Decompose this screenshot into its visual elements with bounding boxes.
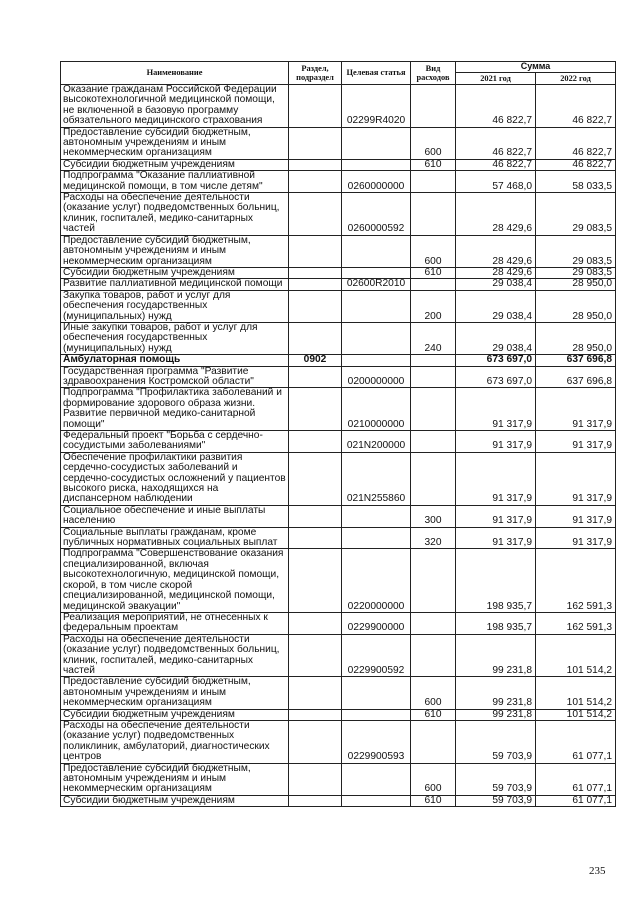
table-row xyxy=(61,279,616,290)
cell-target xyxy=(342,159,411,170)
cell-name: Развитие паллиативной медицинской помощи xyxy=(61,279,289,290)
cell-2021: 46 822,7 xyxy=(456,127,536,159)
cell-2022: 637 696,8 xyxy=(536,355,616,366)
cell-name: Подпрограмма "Совершенствование оказания специализированной, включая высокотехнологичную, медицинской помощи, скорой, в том числе скорой специализированной, медицинской помощи, медицинской эвакуации" xyxy=(61,549,289,612)
header-kind: Вид расходов xyxy=(411,62,456,85)
header-sum: Сумма xyxy=(456,62,616,73)
cell-target xyxy=(342,709,411,720)
cell-name: Закупка товаров, работ и услуг для обеспечения государственных (муниципальных) нужд xyxy=(61,290,289,322)
cell-kind: 200 xyxy=(411,290,456,322)
cell-name: Реализация мероприятий, не отнесенных к федеральным проектам xyxy=(61,612,289,634)
cell-target xyxy=(342,795,411,806)
table-row xyxy=(61,549,616,612)
cell-name: Расходы на обеспечение деятельности (оказание услуг) подведомственных больниц, клиник, госпиталей, медико-санитарных частей xyxy=(61,634,289,677)
cell-section xyxy=(289,388,342,431)
cell-2021: 29 038,4 xyxy=(456,279,536,290)
cell-section xyxy=(289,322,342,354)
table-row xyxy=(61,612,616,634)
cell-2022: 91 317,9 xyxy=(536,452,616,505)
cell-name: Предоставление субсидий бюджетным, автономным учреждениям и иным некоммерческим организациям xyxy=(61,235,289,267)
header-year-2021: 2021 год xyxy=(456,73,536,85)
table-row xyxy=(61,127,616,159)
table-row xyxy=(61,171,616,193)
cell-2021: 673 697,0 xyxy=(456,366,536,388)
table-row xyxy=(61,322,616,354)
table-row xyxy=(61,388,616,431)
cell-section xyxy=(289,193,342,236)
table-row xyxy=(61,720,616,763)
cell-name: Амбулаторная помощь xyxy=(61,355,289,366)
cell-target: 0229900593 xyxy=(342,720,411,763)
cell-kind xyxy=(411,388,456,431)
table-body xyxy=(61,85,616,807)
cell-target: 0229900000 xyxy=(342,612,411,634)
cell-kind: 610 xyxy=(411,267,456,278)
cell-section: 0902 xyxy=(289,355,342,366)
cell-target: 0200000000 xyxy=(342,366,411,388)
cell-section xyxy=(289,709,342,720)
cell-2021: 99 231,8 xyxy=(456,709,536,720)
cell-section xyxy=(289,127,342,159)
table-row xyxy=(61,795,616,806)
cell-target xyxy=(342,235,411,267)
cell-kind xyxy=(411,279,456,290)
cell-2021: 99 231,8 xyxy=(456,677,536,709)
cell-2021: 28 429,6 xyxy=(456,193,536,236)
cell-name: Субсидии бюджетным учреждениям xyxy=(61,795,289,806)
cell-target xyxy=(342,127,411,159)
cell-name: Государственная программа "Развитие здравоохранения Костромской области" xyxy=(61,366,289,388)
page-number: 235 xyxy=(589,865,606,877)
cell-target: 0260000592 xyxy=(342,193,411,236)
cell-kind xyxy=(411,431,456,453)
cell-name: Субсидии бюджетным учреждениям xyxy=(61,709,289,720)
cell-kind: 600 xyxy=(411,677,456,709)
cell-2021: 198 935,7 xyxy=(456,612,536,634)
cell-section xyxy=(289,527,342,549)
cell-section xyxy=(289,171,342,193)
table-row xyxy=(61,290,616,322)
cell-target xyxy=(342,505,411,527)
cell-2022: 101 514,2 xyxy=(536,677,616,709)
cell-kind xyxy=(411,171,456,193)
cell-section xyxy=(289,612,342,634)
table-row xyxy=(61,505,616,527)
cell-section xyxy=(289,267,342,278)
table-row xyxy=(61,85,616,128)
cell-name: Расходы на обеспечение деятельности (оказание услуг) подведомственных больниц, клиник, госпиталей, медико-санитарных частей xyxy=(61,193,289,236)
cell-kind xyxy=(411,366,456,388)
cell-name: Федеральный проект "Борьба с сердечно-сосудистыми заболеваниями" xyxy=(61,431,289,453)
cell-name: Иные закупки товаров, работ и услуг для обеспечения государственных (муниципальных) нужд xyxy=(61,322,289,354)
cell-2021: 673 697,0 xyxy=(456,355,536,366)
cell-section xyxy=(289,366,342,388)
cell-target xyxy=(342,267,411,278)
budget-table-container xyxy=(60,61,615,807)
cell-section xyxy=(289,290,342,322)
cell-2022: 162 591,3 xyxy=(536,612,616,634)
cell-section xyxy=(289,235,342,267)
cell-2021: 28 429,6 xyxy=(456,235,536,267)
table-row xyxy=(61,235,616,267)
cell-kind: 240 xyxy=(411,322,456,354)
cell-2021: 198 935,7 xyxy=(456,549,536,612)
cell-2021: 99 231,8 xyxy=(456,634,536,677)
cell-section xyxy=(289,720,342,763)
budget-table xyxy=(60,61,616,807)
cell-kind xyxy=(411,720,456,763)
cell-section xyxy=(289,549,342,612)
cell-section xyxy=(289,795,342,806)
cell-section xyxy=(289,85,342,128)
cell-kind: 600 xyxy=(411,763,456,795)
header-year-2022: 2022 год xyxy=(536,73,616,85)
cell-kind xyxy=(411,634,456,677)
cell-target xyxy=(342,763,411,795)
cell-kind: 600 xyxy=(411,235,456,267)
cell-section xyxy=(289,677,342,709)
cell-kind: 300 xyxy=(411,505,456,527)
cell-2022: 58 033,5 xyxy=(536,171,616,193)
cell-2021: 46 822,7 xyxy=(456,85,536,128)
cell-2022: 91 317,9 xyxy=(536,505,616,527)
cell-target: 021N255860 xyxy=(342,452,411,505)
cell-2022: 162 591,3 xyxy=(536,549,616,612)
cell-target xyxy=(342,355,411,366)
cell-2022: 61 077,1 xyxy=(536,720,616,763)
cell-kind xyxy=(411,612,456,634)
cell-target: 02299R4020 xyxy=(342,85,411,128)
cell-section xyxy=(289,634,342,677)
cell-section xyxy=(289,279,342,290)
cell-target: 0229900592 xyxy=(342,634,411,677)
cell-2022: 637 696,8 xyxy=(536,366,616,388)
cell-2022: 29 083,5 xyxy=(536,235,616,267)
table-row xyxy=(61,763,616,795)
cell-section xyxy=(289,431,342,453)
cell-2021: 91 317,9 xyxy=(456,431,536,453)
cell-target: 02600R2010 xyxy=(342,279,411,290)
cell-2021: 91 317,9 xyxy=(456,388,536,431)
cell-name: Обеспечение профилактики развития сердечно-сосудистых заболеваний и сердечно-сосудистых осложнений у пациентов высокого риска, находящихся на диспансерном наблюдении xyxy=(61,452,289,505)
cell-kind: 320 xyxy=(411,527,456,549)
cell-target xyxy=(342,322,411,354)
cell-2021: 59 703,9 xyxy=(456,763,536,795)
cell-kind xyxy=(411,193,456,236)
header-target: Целевая статья xyxy=(342,62,411,85)
cell-name: Предоставление субсидий бюджетным, автономным учреждениям и иным некоммерческим организациям xyxy=(61,763,289,795)
cell-name: Социальное обеспечение и иные выплаты населению xyxy=(61,505,289,527)
cell-2021: 91 317,9 xyxy=(456,452,536,505)
table-row xyxy=(61,159,616,170)
cell-2022: 29 083,5 xyxy=(536,193,616,236)
cell-2022: 46 822,7 xyxy=(536,127,616,159)
table-row xyxy=(61,355,616,366)
cell-2021: 28 429,6 xyxy=(456,267,536,278)
cell-2022: 101 514,2 xyxy=(536,634,616,677)
cell-target: 0220000000 xyxy=(342,549,411,612)
cell-kind: 610 xyxy=(411,709,456,720)
cell-2021: 91 317,9 xyxy=(456,527,536,549)
cell-name: Оказание гражданам Российской Федерации высокотехнологичной медицинской помощи, не включенной в базовую программу обязательного медицинского страхования xyxy=(61,85,289,128)
table-row xyxy=(61,366,616,388)
header-section: Раздел, подраздел xyxy=(289,62,342,85)
cell-2022: 29 083,5 xyxy=(536,267,616,278)
cell-target: 0260000000 xyxy=(342,171,411,193)
cell-2021: 59 703,9 xyxy=(456,720,536,763)
cell-name: Предоставление субсидий бюджетным, автономным учреждениям и иным некоммерческим организациям xyxy=(61,677,289,709)
cell-2022: 28 950,0 xyxy=(536,279,616,290)
cell-2021: 29 038,4 xyxy=(456,290,536,322)
header-name: Наименование xyxy=(61,62,289,85)
table-row xyxy=(61,431,616,453)
cell-2021: 57 468,0 xyxy=(456,171,536,193)
cell-2022: 91 317,9 xyxy=(536,388,616,431)
cell-name: Субсидии бюджетным учреждениям xyxy=(61,159,289,170)
cell-kind: 600 xyxy=(411,127,456,159)
table-row xyxy=(61,709,616,720)
table-header-row xyxy=(61,62,616,73)
table-row xyxy=(61,634,616,677)
cell-2022: 61 077,1 xyxy=(536,763,616,795)
cell-2021: 59 703,9 xyxy=(456,795,536,806)
cell-kind xyxy=(411,549,456,612)
cell-target xyxy=(342,527,411,549)
cell-kind: 610 xyxy=(411,795,456,806)
cell-name: Расходы на обеспечение деятельности (оказание услуг) подведомственных поликлиник, амбулаторий, диагностических центров xyxy=(61,720,289,763)
cell-name: Субсидии бюджетным учреждениям xyxy=(61,267,289,278)
cell-target: 0210000000 xyxy=(342,388,411,431)
cell-name: Подпрограмма "Профилактика заболеваний и формирование здорового образа жизни. Развитие первичной медико-санитарной помощи" xyxy=(61,388,289,431)
cell-kind xyxy=(411,355,456,366)
table-row xyxy=(61,452,616,505)
cell-2021: 46 822,7 xyxy=(456,159,536,170)
cell-section xyxy=(289,159,342,170)
cell-section xyxy=(289,452,342,505)
cell-kind: 610 xyxy=(411,159,456,170)
table-row xyxy=(61,527,616,549)
cell-2022: 61 077,1 xyxy=(536,795,616,806)
cell-2022: 46 822,7 xyxy=(536,159,616,170)
cell-target xyxy=(342,677,411,709)
cell-target xyxy=(342,290,411,322)
cell-2022: 91 317,9 xyxy=(536,431,616,453)
table-row xyxy=(61,193,616,236)
table-row xyxy=(61,677,616,709)
cell-section xyxy=(289,505,342,527)
cell-target: 021N200000 xyxy=(342,431,411,453)
cell-name: Предоставление субсидий бюджетным, автономным учреждениям и иным некоммерческим организациям xyxy=(61,127,289,159)
cell-2022: 28 950,0 xyxy=(536,290,616,322)
cell-kind xyxy=(411,452,456,505)
cell-name: Подпрограмма "Оказание паллиативной медицинской помощи, в том числе детям" xyxy=(61,171,289,193)
cell-section xyxy=(289,763,342,795)
cell-2021: 91 317,9 xyxy=(456,505,536,527)
cell-2022: 28 950,0 xyxy=(536,322,616,354)
cell-kind xyxy=(411,85,456,128)
cell-2022: 91 317,9 xyxy=(536,527,616,549)
cell-2021: 29 038,4 xyxy=(456,322,536,354)
cell-name: Социальные выплаты гражданам, кроме публичных нормативных социальных выплат xyxy=(61,527,289,549)
cell-2022: 46 822,7 xyxy=(536,85,616,128)
table-row xyxy=(61,267,616,278)
cell-2022: 101 514,2 xyxy=(536,709,616,720)
